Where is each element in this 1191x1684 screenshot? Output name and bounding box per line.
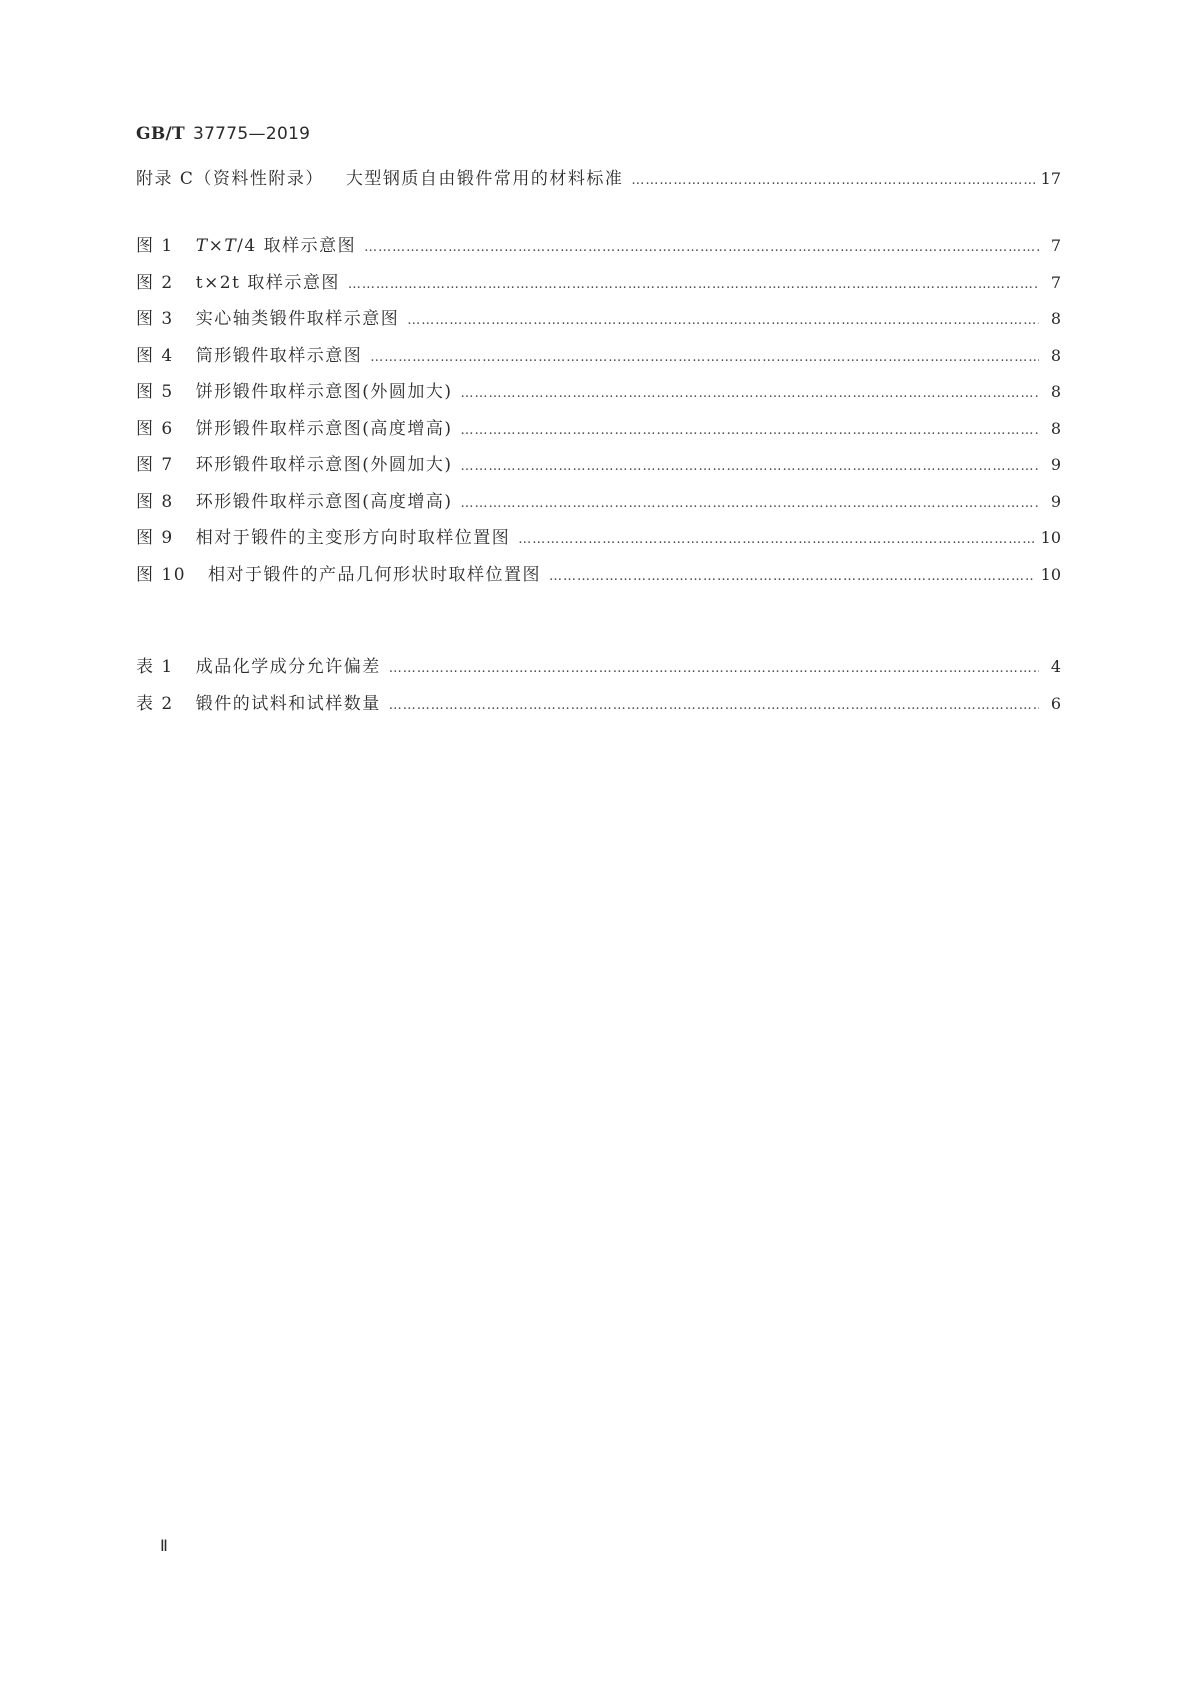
toc-entry-prefix: 图 1 — [136, 236, 174, 256]
toc-leader-dots — [461, 459, 1040, 474]
toc-entry-figure-8[interactable] — [136, 487, 1061, 524]
toc-leader-dots — [549, 569, 1035, 584]
toc-appendix-section — [136, 164, 1061, 201]
toc-page-number: 8 — [1050, 418, 1061, 438]
toc-entry-prefix: 表 1 — [136, 657, 174, 677]
toc-entry-appendix-c[interactable] — [136, 164, 1061, 201]
toc-leader-dots — [370, 350, 1039, 365]
toc-entry-label — [136, 523, 510, 548]
toc-leader-dots — [631, 173, 1034, 188]
toc-entry-table-1[interactable] — [136, 652, 1061, 689]
toc-entry-title-part: T — [195, 236, 209, 256]
toc-tables-section — [136, 652, 1061, 725]
toc-entry-figure-3[interactable] — [136, 304, 1061, 341]
toc-entry-prefix: 表 2 — [136, 693, 174, 714]
toc-figures-section — [136, 231, 1061, 596]
toc-entry-figure-7[interactable] — [136, 450, 1061, 487]
toc-entry-figure-10[interactable] — [136, 560, 1061, 597]
toc-entry-title: 大型钢质自由锻件常用的材料标准 — [345, 169, 624, 189]
toc-entry-title: 环形锻件取样示意图(外圆加大) — [195, 455, 453, 475]
toc-entry-title: 成品化学成分允许偏差 — [195, 657, 381, 677]
toc-entry-prefix: 图 5 — [136, 382, 174, 402]
toc-page-number: 8 — [1050, 382, 1061, 401]
toc-leader-dots — [407, 313, 1039, 328]
toc-page-number: 10 — [1040, 564, 1061, 584]
toc-entry-label — [136, 231, 356, 256]
toc-entry-title: 环形锻件取样示意图(高度增高) — [195, 491, 453, 512]
toc-page-number: 9 — [1050, 491, 1061, 511]
toc-leader-dots — [348, 277, 1039, 292]
toc-entry-title: 饼形锻件取样示意图(高度增高) — [195, 418, 453, 439]
toc-entry-figure-4[interactable] — [136, 341, 1061, 378]
toc-entry-label — [136, 304, 399, 329]
toc-entry-label — [136, 689, 381, 714]
toc-entry-title: 锻件的试料和试样数量 — [195, 693, 381, 714]
toc-page-number: 10 — [1040, 528, 1061, 547]
toc-leader-dots — [389, 661, 1039, 676]
toc-entry-title: 相对于锻件的产品几何形状时取样位置图 — [208, 564, 542, 585]
toc-entry-prefix: 图 8 — [136, 491, 174, 512]
toc-leader-dots — [364, 240, 1039, 255]
toc-entry-label — [136, 652, 381, 677]
toc-page-number: 4 — [1050, 657, 1061, 676]
toc-entry-prefix: 图 4 — [136, 345, 174, 366]
toc-entry-title-part: T — [224, 236, 238, 256]
toc-entry-prefix: 图 7 — [136, 455, 174, 475]
toc-page-number: 8 — [1050, 309, 1061, 328]
toc-entry-label — [136, 560, 541, 585]
toc-entry-prefix: 图 9 — [136, 528, 174, 548]
toc-entry-prefix: 图 3 — [136, 309, 174, 329]
toc-page-number: 7 — [1050, 236, 1061, 255]
toc-entry-title: 筒形锻件取样示意图 — [195, 345, 363, 366]
toc-leader-dots — [461, 386, 1040, 401]
toc-entry-label — [136, 377, 453, 402]
toc-page-number: 9 — [1050, 455, 1061, 474]
document-header — [136, 124, 310, 144]
toc-leader-dots — [389, 698, 1039, 713]
toc-entry-prefix: 图 10 — [136, 564, 187, 585]
toc-entry-title-part: × — [208, 236, 225, 256]
toc-entry-table-2[interactable] — [136, 689, 1061, 726]
toc-entry-label — [136, 414, 453, 439]
toc-entry-label — [136, 341, 362, 366]
toc-entry-label — [136, 487, 453, 512]
toc-leader-dots — [518, 532, 1034, 547]
footer-page-number: Ⅱ — [160, 1538, 168, 1555]
toc-entry-title: 饼形锻件取样示意图(外圆加大) — [195, 382, 453, 402]
toc-page-number: 17 — [1040, 169, 1061, 188]
toc-page-number: 6 — [1050, 693, 1061, 713]
toc-entry-title: 相对于锻件的主变形方向时取样位置图 — [195, 528, 511, 548]
toc-entry-figure-1[interactable] — [136, 231, 1061, 268]
toc-entry-prefix: 图 6 — [136, 418, 174, 439]
standard-code: GB/T — [136, 124, 185, 144]
toc-page-number: 7 — [1050, 272, 1061, 292]
toc-entry-label — [136, 164, 623, 189]
toc-entry-title-part: /4 取样示意图 — [237, 236, 357, 256]
toc-page-number: 8 — [1050, 345, 1061, 365]
toc-entry-label — [136, 450, 453, 475]
toc-entry-figure-5[interactable] — [136, 377, 1061, 414]
toc-entry-prefix: 图 2 — [136, 272, 174, 293]
toc-entry-title: t×2t 取样示意图 — [195, 272, 340, 293]
toc-entry-label — [136, 268, 340, 293]
standard-number: 37775—2019 — [192, 124, 311, 144]
toc-leader-dots — [461, 496, 1040, 511]
toc-entry-prefix: 附录 C（资料性附录） — [136, 169, 324, 189]
toc-leader-dots — [461, 423, 1040, 438]
toc-entry-figure-6[interactable] — [136, 414, 1061, 451]
toc-entry-figure-9[interactable] — [136, 523, 1061, 560]
toc-entry-title: 实心轴类锻件取样示意图 — [195, 309, 400, 329]
toc-entry-figure-2[interactable] — [136, 268, 1061, 305]
